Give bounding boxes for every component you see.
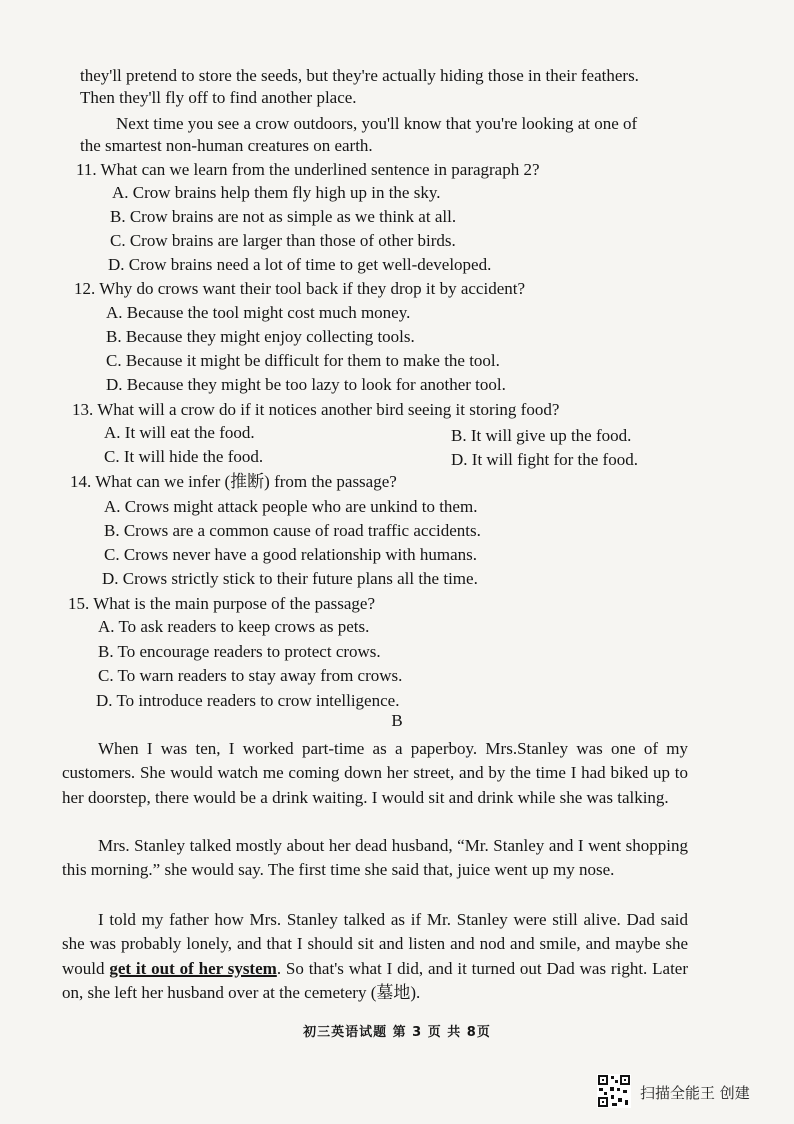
paragraph-3-text-after: . So that's what I did, and it turned out Dad was right. Later on, she left her husband over at the cemetery (墓地). <box>62 958 689 1002</box>
option-14c: C. Crows never have a good relationship with humans. <box>104 545 477 564</box>
option-11a: A. Crow brains help them fly high up in the sky. <box>112 183 441 202</box>
passage-line: the smartest non-human creatures on earth. <box>80 136 373 155</box>
paragraph-3-text-before: I told my father how Mrs. Stanley talked as if Mr. Stanley were still alive. Dad said she was probably lonely, and that I should sit and listen and nod and smile, and maybe she would <box>62 910 688 978</box>
option-12a: A. Because the tool might cost much money. <box>106 303 411 322</box>
question-stem-14: 14. What can we infer (推断) from the passage? <box>70 472 397 491</box>
option-15b: B. To encourage readers to protect crows. <box>98 642 381 661</box>
option-13d: D. It will fight for the food. <box>451 450 638 469</box>
paragraph-1-text: When I was ten, I worked part-time as a paperboy. Mrs.Stanley was one of my customers. She would watch me coming down her street, and by the time I had biked up to her doorstep, there would be a drink waiting. I would sit and drink while she was talking. <box>62 739 688 807</box>
option-11b: B. Crow brains are not as simple as we think at all. <box>110 207 457 226</box>
option-13b: B. It will give up the food. <box>451 426 632 445</box>
passage-line: Then they'll fly off to find another place. <box>80 88 357 107</box>
paragraph-3 <box>62 908 688 1005</box>
option-15d: D. To introduce readers to crow intelligence. <box>96 691 400 710</box>
option-13a: A. It will eat the food. <box>104 423 255 442</box>
underlined-phrase: get it out of her system <box>109 958 277 978</box>
passage-line: they'll pretend to store the seeds, but they're actually hiding those in their feathers. <box>80 66 639 85</box>
option-15a: A. To ask readers to keep crows as pets. <box>98 617 370 636</box>
passage-line: Next time you see a crow outdoors, you'll know that you're looking at one of <box>116 114 638 133</box>
question-stem-12: 12. Why do crows want their tool back if they drop it by accident? <box>74 279 526 298</box>
option-12d: D. Because they might be too lazy to look for another tool. <box>106 375 506 394</box>
question-stem-15: 15. What is the main purpose of the passage? <box>68 594 376 613</box>
option-15c: C. To warn readers to stay away from crows. <box>98 666 403 685</box>
page-footer: 初三英语试题 第 3 页 共 8页 <box>303 1025 491 1040</box>
option-14b: B. Crows are a common cause of road traffic accidents. <box>104 521 481 540</box>
paragraph-2 <box>62 834 688 883</box>
paragraph-2-text: Mrs. Stanley talked mostly about her dead husband, “Mr. Stanley and I went shopping this morning.” she would say. The first time she said that, juice went up my nose. <box>62 836 688 880</box>
option-11d: D. Crow brains need a lot of time to get well-developed. <box>108 255 492 274</box>
option-13c: C. It will hide the food. <box>104 447 264 466</box>
option-14d: D. Crows strictly stick to their future plans all the time. <box>102 569 478 588</box>
qr-code-icon <box>597 1074 631 1108</box>
option-12b: B. Because they might enjoy collecting tools. <box>106 327 415 346</box>
question-stem-11: 11. What can we learn from the underlined sentence in paragraph 2? <box>76 160 540 179</box>
option-11c: C. Crow brains are larger than those of other birds. <box>110 231 456 250</box>
option-12c: C. Because it might be difficult for them to make the tool. <box>106 351 500 370</box>
question-stem-13: 13. What will a crow do if it notices another bird seeing it storing food? <box>72 400 560 419</box>
option-14a: A. Crows might attack people who are unkind to them. <box>104 497 478 516</box>
paragraph-1 <box>62 737 688 810</box>
scanner-watermark: 扫描全能王 创建 <box>640 1084 750 1102</box>
section-heading: B <box>391 711 403 730</box>
